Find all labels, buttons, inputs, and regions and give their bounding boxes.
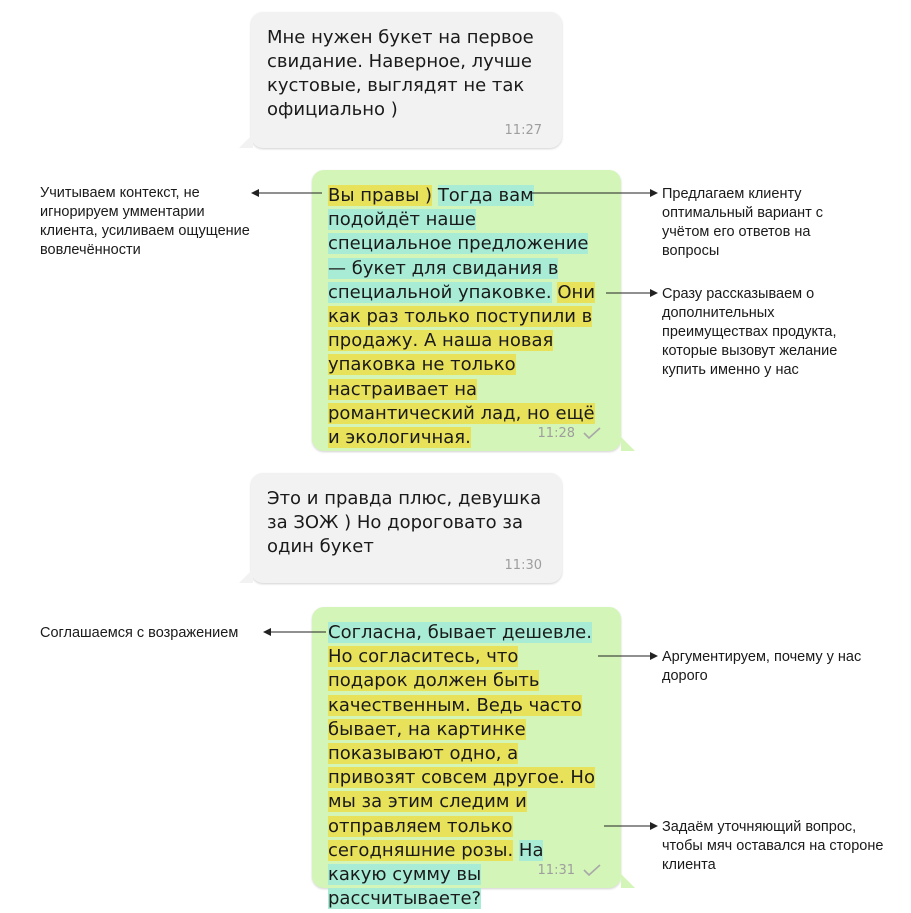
message-text	[328, 184, 603, 450]
highlight-offer: Тогда вам подойдёт наше специальное предложение — букет для свидания в специальной упаковке.	[328, 185, 589, 303]
message-time: 11:31	[537, 863, 575, 878]
message-outgoing-2	[312, 607, 621, 910]
annotation-context: Учитываем контекст, не игнорируем умментарии клиента, усиливаем ощущение вовлечённости	[40, 185, 250, 258]
annotation-optimal: Предлагаем клиенту оптимальный вариант с учётом его ответов на вопросы	[662, 186, 824, 259]
check-icon	[583, 864, 601, 876]
bubble-tail	[239, 134, 253, 148]
annotation-advantages: Сразу рассказываем о дополнительных преимуществах продукта, которые вызовут желание купить именно у нас	[662, 286, 838, 378]
annotation-agree: Соглашаемся с возражением	[40, 625, 239, 641]
highlight-agree: Согласна, бывает дешевле.	[328, 622, 592, 643]
annotation-question: Задаём уточняющий вопрос, чтобы мяч оставался на стороне клиента	[662, 819, 884, 873]
message-text: Это и правда плюс, девушка за ЗОЖ ) Но дороговато за один букет	[267, 488, 542, 557]
message-text: Мне нужен букет на первое свидание. Наверное, лучше кустовые, выглядят не так официально )	[267, 27, 534, 120]
annotation-argue: Аргументируем, почему у нас дорого	[662, 649, 862, 684]
highlight-argue: Но согласитесь, что подарок должен быть качественным. Ведь часто бывает, на картинке показывают одно, а привозят совсем другое. Но мы за этим следим и отправляем только сегодняшние розы.	[328, 646, 595, 861]
message-time: 11:30	[504, 558, 542, 573]
message-outgoing-1	[312, 170, 621, 451]
bubble-tail	[621, 437, 635, 451]
bubble-tail	[239, 569, 253, 583]
highlight-question: На какую сумму вы рассчитываете?	[328, 839, 544, 910]
message-incoming-2	[251, 473, 562, 583]
message-time: 11:27	[504, 123, 542, 138]
bubble-tail	[621, 874, 635, 888]
highlight-context: Вы правы )	[328, 185, 433, 206]
message-incoming-1	[251, 12, 562, 148]
highlight-advantages: Они как раз только поступили в продажу. А наша новая упаковка не только настраивает на романтический лад, но ещё и экологичная.	[328, 281, 596, 449]
check-icon	[583, 427, 601, 439]
message-time: 11:28	[537, 426, 575, 441]
